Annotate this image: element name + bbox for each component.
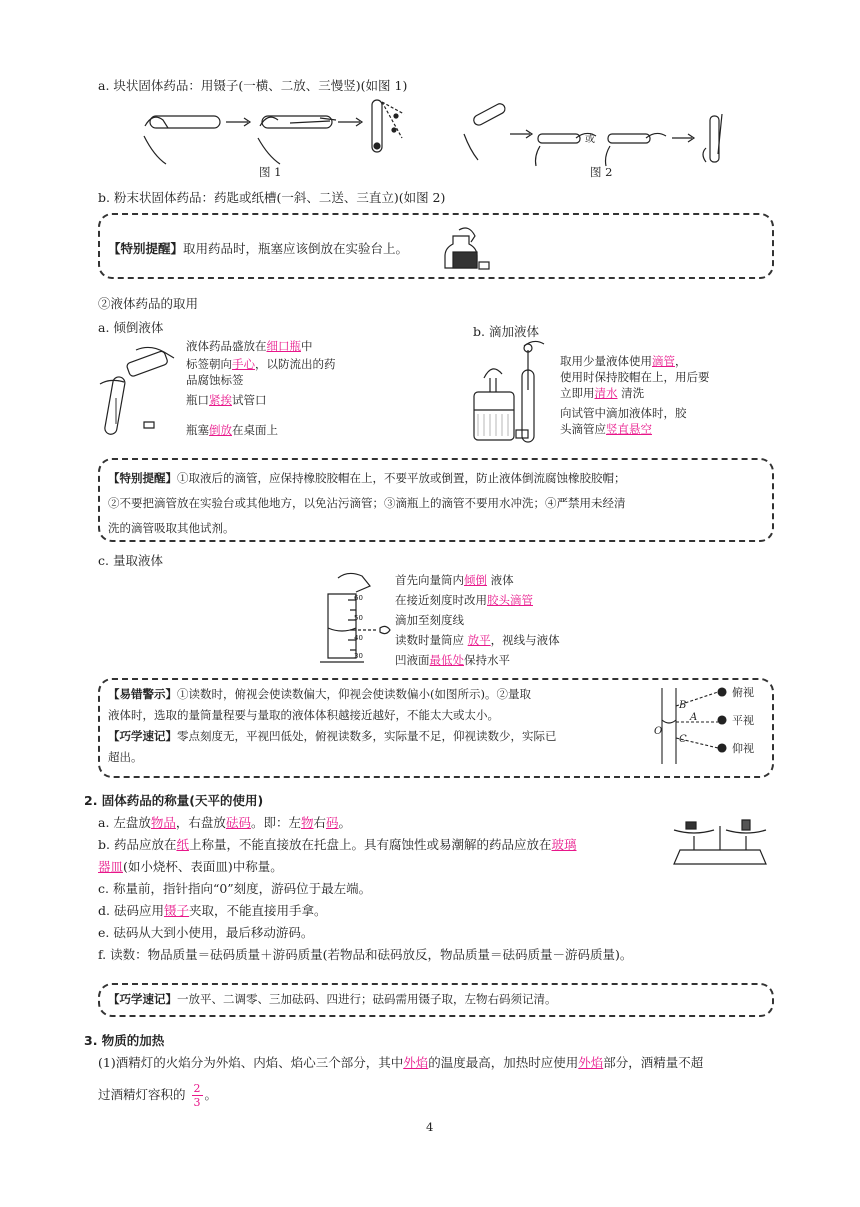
fraction-denominator: 3 <box>193 1096 201 1109</box>
pour-note-1: 液体药品盛放在 <box>186 339 267 353</box>
s2-b-3: 上称量，不能直接放在托盘上。具有腐蚀性或易潮解的药品应放在 <box>188 837 552 852</box>
reminder-label: 【特别提醒】 <box>108 241 184 256</box>
drop-note-1: 取用少量液体使用 <box>560 354 652 368</box>
memo-2-text: 一放平、二调零、三加砝码、四进行；砝码需用镊子取，左物右码须记清。 <box>177 992 557 1006</box>
figure-2-spatula-illustration <box>460 112 750 168</box>
answer-vertical-suspended: 竖直悬空 <box>606 422 652 436</box>
pouring-liquid-illustration <box>96 338 186 448</box>
drop-note-3-end: 清洗 <box>621 386 645 400</box>
measure-notes <box>395 570 560 670</box>
pour-liquid-title: a. 倾倒液体 <box>98 320 164 335</box>
s3-1a: (1)酒精灯的火焰分为外焰、内焰、焰心三个部分，其中 <box>98 1055 404 1070</box>
s3-1c: 的温度最高，加热时应使用 <box>428 1055 579 1070</box>
s3-2b: 。 <box>204 1087 218 1102</box>
answer-glass: 玻璃 <box>551 837 577 852</box>
answer-narrow-mouth-bottle: 细口瓶 <box>266 339 301 353</box>
section-2-title: 2. 固体药品的称量(天平的使用) <box>84 793 264 808</box>
letter-b: B <box>679 700 687 711</box>
answer-clean-water: 清水 <box>594 386 618 400</box>
pour-note-5-end: 在桌面上 <box>232 423 278 437</box>
s3-1e: 部分，酒精量不超 <box>603 1055 704 1070</box>
section-2-items <box>98 812 632 966</box>
s2-a-9: 。 <box>338 815 352 830</box>
viewing-angle-diagram <box>652 686 762 766</box>
drop-note-5: 头滴管应 <box>560 422 606 436</box>
answer-pour: 倾倒 <box>464 573 487 587</box>
measure-note-4: 读数时量筒应 <box>395 633 464 647</box>
item-b-powder: b. 粉末状固体药品：药匙或纸槽(一斜、二送、三直立)(如图 2) <box>98 190 446 205</box>
fraction-answer <box>192 1082 203 1109</box>
measure-note-2: 在接近刻度时改用 <box>395 593 487 607</box>
s2-d-1: d. 砝码应用 <box>98 903 164 918</box>
answer-obj-short: 物 <box>300 815 314 830</box>
section-3-line-2 <box>98 1082 217 1109</box>
answer-dropper: 滴管 <box>652 354 675 368</box>
warning-label: 【易错警示】 <box>108 687 177 701</box>
warning-line-2: 液体时，选取的量筒量程要与量取的液体体积越接近越好，不能太大或太小。 <box>108 708 499 722</box>
drop-note-1-end: ， <box>675 354 687 368</box>
cylinder-tick-40: 40 <box>354 634 363 642</box>
liquid-section-title: ②液体药品的取用 <box>98 296 199 311</box>
cylinder-tick-30: 30 <box>354 652 363 660</box>
measure-note-5-end: 保持水平 <box>464 653 510 667</box>
s2-e: e. 砝码从大到小使用，最后移动游码。 <box>98 925 314 940</box>
s3-2a: 过酒精灯容积的 <box>98 1087 186 1102</box>
figure-1-tweezers-illustration <box>140 96 410 166</box>
memo-2-label: 【巧学速记】 <box>108 992 177 1006</box>
measure-note-1: 首先向量筒内 <box>395 573 464 587</box>
pour-note-1-end: 中 <box>301 339 313 353</box>
drop-note-2: 使用时保持胶帽在上，用后要 <box>560 370 710 384</box>
pour-note-2: 标签朝向 <box>186 357 232 371</box>
s2-d-3: 夹取，不能直接用手拿。 <box>188 903 327 918</box>
section-3-title: 3. 物质的加热 <box>84 1033 165 1048</box>
memo-label: 【巧学速记】 <box>108 729 177 743</box>
pour-note-3: 品腐蚀标签 <box>186 373 244 387</box>
s2-c: c. 称量前，指针指向“0”刻度，游码位于最左端。 <box>98 881 372 896</box>
answer-weight: 砝码 <box>225 815 251 830</box>
cylinder-tick-60: 60 <box>354 594 363 602</box>
pour-note-4: 瓶口 <box>186 393 209 407</box>
letter-o: O <box>654 726 663 737</box>
reminder-2-line-1: ①取液后的滴管，应保持橡胶胶帽在上，不要平放或倒置，防止液体倒流腐蚀橡胶胶帽； <box>177 471 626 485</box>
answer-close-contact: 紧挨 <box>209 393 232 407</box>
memo-line-1: 零点刻度无，平视凹低处，俯视读数多，实际量不足，仰视读数少，实际已 <box>177 729 557 743</box>
answer-rubber-dropper: 胶头滴管 <box>487 593 533 607</box>
answer-outer-flame-2: 外焰 <box>578 1055 604 1070</box>
answer-lowest-point: 最低处 <box>429 653 464 667</box>
figure-2-or-label: 或 <box>585 134 595 145</box>
label-look-up: 仰视 <box>732 742 754 755</box>
item-a-block-solid: a. 块状固体药品：用镊子(一横、二放、三慢竖)(如图 1) <box>98 78 408 93</box>
answer-upside-down: 倒放 <box>209 423 232 437</box>
answer-weight-short: 码 <box>326 815 339 830</box>
answer-object: 物品 <box>150 815 176 830</box>
error-warning-text <box>108 684 557 768</box>
letter-c: C <box>679 734 687 745</box>
drop-note-3: 立即用 <box>560 386 595 400</box>
reagent-bottle-stopper-icon <box>443 226 493 270</box>
cylinder-tick-50: 50 <box>354 614 363 622</box>
drop-liquid-title: b. 滴加液体 <box>473 324 539 339</box>
measure-note-1-end: 液体 <box>490 573 514 587</box>
figure-1-caption: 图 1 <box>259 165 282 179</box>
answer-tweezers: 镊子 <box>163 903 189 918</box>
fraction-numerator: 2 <box>193 1082 201 1095</box>
answer-paper: 纸 <box>176 837 189 852</box>
label-look-level: 平视 <box>732 714 754 727</box>
special-reminder-2 <box>108 466 626 541</box>
figure-2-caption: 图 2 <box>590 165 613 179</box>
section-3-line-1 <box>98 1053 703 1071</box>
pour-note-4-end: 试管口 <box>232 393 267 407</box>
warning-line-1: ①读数时，俯视会使读数偏大，仰视会使读数偏小(如图所示)。②量取 <box>177 687 531 701</box>
measure-note-4-end: ，视线与液体 <box>490 633 560 647</box>
s2-a-1: a. 左盘放 <box>98 815 151 830</box>
measure-note-5: 凹液面 <box>395 653 430 667</box>
answer-palm: 手心 <box>232 357 255 371</box>
answer-outer-flame: 外焰 <box>403 1055 429 1070</box>
page-number: 4 <box>426 1120 434 1134</box>
reminder-label-2: 【特别提醒】 <box>108 471 177 485</box>
reminder-text: 取用药品时，瓶塞应该倒放在实验台上。 <box>183 241 409 256</box>
drop-note-4: 向试管中滴加液体时，胶 <box>560 406 687 420</box>
answer-level: 放平 <box>467 633 491 647</box>
s2-a-5: 。即：左 <box>250 815 301 830</box>
s2-a-7: 右 <box>313 815 326 830</box>
s2-b-6: (如小烧杯、表面皿)中称量。 <box>123 859 283 874</box>
memo-2 <box>108 991 557 1007</box>
measure-note-3: 滴加至刻度线 <box>395 613 464 627</box>
s2-a-3: ，右盘放 <box>175 815 226 830</box>
dropper-illustration <box>470 340 560 445</box>
letter-a: A <box>690 712 698 723</box>
pour-note-2-end: ，以防流出的药 <box>255 357 336 371</box>
memo-line-2: 超出。 <box>108 750 143 764</box>
measure-liquid-title: c. 量取液体 <box>98 553 163 568</box>
pour-notes <box>186 335 336 441</box>
s2-b-1: b. 药品应放在 <box>98 837 177 852</box>
balance-scale-illustration <box>672 808 768 868</box>
reminder-2-line-2: ②不要把滴管放在实验台或其他地方，以免沾污滴管；③滴瓶上的滴管不要用水冲洗；④严禁用未经清 <box>108 496 626 510</box>
s2-f: f. 读数：物品质量＝砝码质量＋游码质量(若物品和砝码放反，物品质量＝砝码质量－游码质量)。 <box>98 947 633 962</box>
special-reminder-1 <box>108 239 408 257</box>
reminder-2-line-3: 洗的滴管吸取其他试剂。 <box>108 521 235 535</box>
answer-vessel: 器皿 <box>98 859 124 874</box>
label-look-down: 俯视 <box>732 686 754 699</box>
drop-notes <box>560 350 710 440</box>
pour-note-5: 瓶塞 <box>186 423 209 437</box>
